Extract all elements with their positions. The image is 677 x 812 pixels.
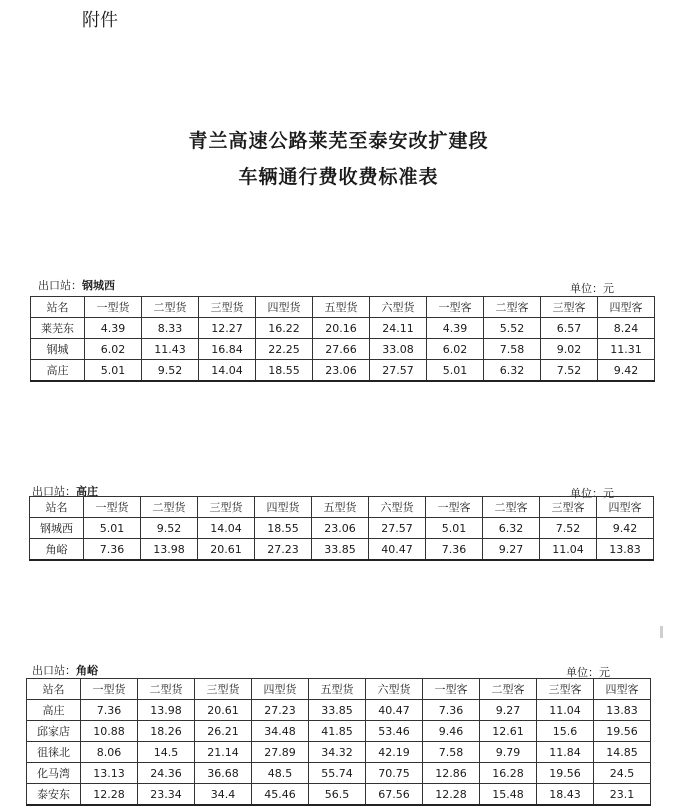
fee-cell: 23.1	[594, 784, 651, 806]
fee-cell: 16.22	[256, 318, 313, 339]
fee-cell: 7.36	[426, 539, 483, 561]
fee-cell: 7.52	[541, 360, 598, 382]
exit-station-line	[38, 277, 115, 293]
column-header: 三型客	[537, 679, 594, 700]
fee-cell: 34.32	[309, 742, 366, 763]
column-header: 一型客	[426, 497, 483, 518]
fee-cell: 4.39	[85, 318, 142, 339]
column-header: 三型客	[540, 497, 597, 518]
fee-cell: 24.11	[370, 318, 427, 339]
fee-cell: 11.31	[598, 339, 655, 360]
table-row	[30, 518, 654, 539]
fee-cell: 10.88	[81, 721, 138, 742]
fee-cell: 13.83	[594, 700, 651, 721]
fee-cell: 21.14	[195, 742, 252, 763]
column-header: 一型客	[427, 297, 484, 318]
fee-cell: 40.47	[366, 700, 423, 721]
table-row	[27, 763, 651, 784]
fee-cell: 8.24	[598, 318, 655, 339]
fee-table	[30, 296, 655, 382]
column-header: 一型货	[85, 297, 142, 318]
fee-cell: 33.85	[312, 539, 369, 561]
column-header: 三型货	[195, 679, 252, 700]
fee-cell: 23.06	[313, 360, 370, 382]
fee-cell: 27.57	[369, 518, 426, 539]
fee-cell: 18.55	[256, 360, 313, 382]
unit-line	[570, 280, 614, 296]
fee-cell: 9.27	[480, 700, 537, 721]
fee-cell: 11.84	[537, 742, 594, 763]
fee-cell: 4.39	[427, 318, 484, 339]
column-header: 四型客	[594, 679, 651, 700]
fee-cell: 9.42	[597, 518, 654, 539]
exit-station-name: 角峪	[76, 664, 98, 677]
station-name-cell: 化马湾	[27, 763, 81, 784]
fee-cell: 41.85	[309, 721, 366, 742]
column-header: 四型货	[256, 297, 313, 318]
column-header: 二型货	[141, 497, 198, 518]
fee-cell: 12.61	[480, 721, 537, 742]
fee-cell: 13.98	[141, 539, 198, 561]
table-row	[31, 360, 655, 382]
column-header: 六型货	[369, 497, 426, 518]
fee-cell: 70.75	[366, 763, 423, 784]
fee-cell: 23.06	[312, 518, 369, 539]
fee-cell: 34.4	[195, 784, 252, 806]
fee-cell: 5.52	[484, 318, 541, 339]
unit-value: 元	[603, 282, 614, 295]
fee-cell: 14.5	[138, 742, 195, 763]
column-header: 二型货	[138, 679, 195, 700]
fee-cell: 13.13	[81, 763, 138, 784]
table-row	[31, 318, 655, 339]
fee-cell: 11.04	[540, 539, 597, 561]
fee-cell: 11.43	[142, 339, 199, 360]
fee-cell: 27.23	[252, 700, 309, 721]
fee-cell: 27.66	[313, 339, 370, 360]
fee-cell: 18.43	[537, 784, 594, 806]
column-header: 四型客	[598, 297, 655, 318]
fee-cell: 9.42	[598, 360, 655, 382]
fee-cell: 33.08	[370, 339, 427, 360]
fee-cell: 7.36	[423, 700, 480, 721]
fee-cell: 42.19	[366, 742, 423, 763]
document-subtitle: 车辆通行费收费标准表	[238, 166, 439, 188]
fee-cell: 14.04	[198, 518, 255, 539]
fee-cell: 45.46	[252, 784, 309, 806]
column-header: 三型货	[198, 497, 255, 518]
column-header: 三型货	[199, 297, 256, 318]
fee-cell: 33.85	[309, 700, 366, 721]
fee-cell: 7.36	[84, 539, 141, 561]
fee-cell: 55.74	[309, 763, 366, 784]
fee-cell: 20.61	[195, 700, 252, 721]
column-header: 二型客	[483, 497, 540, 518]
fee-table	[29, 496, 654, 561]
unit-label: 单位：	[570, 487, 603, 500]
fee-cell: 9.02	[541, 339, 598, 360]
station-name-cell: 钢城西	[30, 518, 84, 539]
fee-cell: 6.32	[483, 518, 540, 539]
fee-cell: 9.52	[142, 360, 199, 382]
station-name-cell: 莱芜东	[31, 318, 85, 339]
fee-cell: 8.33	[142, 318, 199, 339]
station-name-cell: 邱家店	[27, 721, 81, 742]
column-header: 五型货	[309, 679, 366, 700]
fee-cell: 26.21	[195, 721, 252, 742]
fee-cell: 9.52	[141, 518, 198, 539]
fee-cell: 12.27	[199, 318, 256, 339]
column-header: 四型货	[255, 497, 312, 518]
fee-cell: 24.36	[138, 763, 195, 784]
column-header: 三型客	[541, 297, 598, 318]
fee-cell: 7.58	[423, 742, 480, 763]
unit-label: 单位：	[570, 282, 603, 295]
station-name-cell: 角峪	[30, 539, 84, 561]
fee-cell: 11.04	[537, 700, 594, 721]
fee-cell: 12.28	[423, 784, 480, 806]
fee-cell: 8.06	[81, 742, 138, 763]
fee-cell: 20.16	[313, 318, 370, 339]
fee-cell: 23.34	[138, 784, 195, 806]
exit-station-label: 出口站：	[32, 485, 76, 498]
exit-station-name: 高庄	[76, 485, 98, 498]
fee-cell: 14.04	[199, 360, 256, 382]
station-name-cell: 高庄	[27, 700, 81, 721]
column-header: 四型货	[252, 679, 309, 700]
fee-cell: 20.61	[198, 539, 255, 561]
fee-cell: 5.01	[85, 360, 142, 382]
scan-edge-mark	[660, 626, 663, 638]
fee-cell: 19.56	[594, 721, 651, 742]
fee-cell: 48.5	[252, 763, 309, 784]
fee-cell: 6.02	[85, 339, 142, 360]
column-header: 五型货	[312, 497, 369, 518]
fee-cell: 5.01	[427, 360, 484, 382]
fee-cell: 56.5	[309, 784, 366, 806]
fee-cell: 19.56	[537, 763, 594, 784]
fee-cell: 7.58	[484, 339, 541, 360]
column-header: 站名	[30, 497, 84, 518]
table-row	[27, 784, 651, 806]
table-row	[27, 742, 651, 763]
fee-cell: 24.5	[594, 763, 651, 784]
unit-label: 单位：	[566, 666, 599, 679]
table-header-row	[31, 297, 655, 318]
fee-cell: 16.84	[199, 339, 256, 360]
exit-station-line	[32, 662, 98, 678]
table-header-row	[27, 679, 651, 700]
column-header: 一型客	[423, 679, 480, 700]
fee-cell: 36.68	[195, 763, 252, 784]
fee-cell: 5.01	[426, 518, 483, 539]
fee-cell: 18.26	[138, 721, 195, 742]
fee-cell: 27.23	[255, 539, 312, 561]
exit-station-label: 出口站：	[32, 664, 76, 677]
station-name-cell: 高庄	[31, 360, 85, 382]
station-name-cell: 徂徕北	[27, 742, 81, 763]
column-header: 五型货	[313, 297, 370, 318]
table-row	[27, 721, 651, 742]
attachment-label: 附件	[82, 10, 118, 31]
column-header: 一型货	[84, 497, 141, 518]
fee-cell: 9.27	[483, 539, 540, 561]
table-row	[30, 539, 654, 561]
table-row	[31, 339, 655, 360]
fee-cell: 27.89	[252, 742, 309, 763]
station-name-cell: 泰安东	[27, 784, 81, 806]
fee-cell: 9.46	[423, 721, 480, 742]
fee-cell: 27.57	[370, 360, 427, 382]
fee-cell: 13.98	[138, 700, 195, 721]
fee-cell: 34.48	[252, 721, 309, 742]
column-header: 二型客	[480, 679, 537, 700]
fee-cell: 16.28	[480, 763, 537, 784]
table-header-row	[30, 497, 654, 518]
column-header: 站名	[27, 679, 81, 700]
fee-cell: 6.32	[484, 360, 541, 382]
fee-table	[26, 678, 651, 806]
station-name-cell: 钢城	[31, 339, 85, 360]
column-header: 四型客	[597, 497, 654, 518]
fee-cell: 9.79	[480, 742, 537, 763]
column-header: 站名	[31, 297, 85, 318]
column-header: 二型货	[142, 297, 199, 318]
fee-cell: 22.25	[256, 339, 313, 360]
fee-cell: 40.47	[369, 539, 426, 561]
column-header: 一型货	[81, 679, 138, 700]
fee-cell: 7.36	[81, 700, 138, 721]
fee-cell: 14.85	[594, 742, 651, 763]
unit-value: 元	[599, 666, 610, 679]
fee-cell: 13.83	[597, 539, 654, 561]
fee-cell: 12.86	[423, 763, 480, 784]
fee-cell: 6.57	[541, 318, 598, 339]
fee-cell: 7.52	[540, 518, 597, 539]
exit-station-label: 出口站：	[38, 279, 82, 292]
fee-cell: 15.6	[537, 721, 594, 742]
unit-value: 元	[603, 487, 614, 500]
column-header: 二型客	[484, 297, 541, 318]
column-header: 六型货	[366, 679, 423, 700]
fee-cell: 67.56	[366, 784, 423, 806]
fee-cell: 53.46	[366, 721, 423, 742]
table-row	[27, 700, 651, 721]
column-header: 六型货	[370, 297, 427, 318]
fee-cell: 18.55	[255, 518, 312, 539]
fee-cell: 12.28	[81, 784, 138, 806]
exit-station-name: 钢城西	[82, 279, 115, 292]
fee-cell: 5.01	[84, 518, 141, 539]
document-title: 青兰高速公路莱芜至泰安改扩建段	[188, 130, 489, 152]
fee-cell: 6.02	[427, 339, 484, 360]
fee-cell: 15.48	[480, 784, 537, 806]
